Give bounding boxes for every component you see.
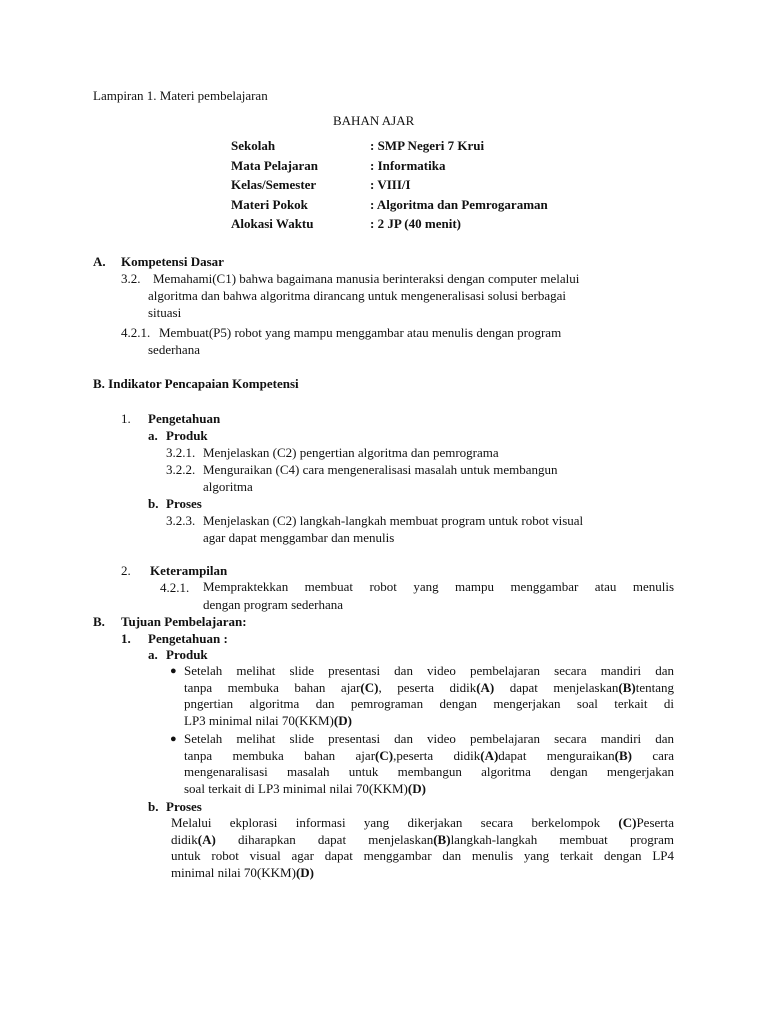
info-value-materi: : Algoritma dan Pemrogaraman bbox=[370, 197, 548, 212]
indicator-text-line: dengan program sederhana bbox=[203, 597, 344, 612]
document-title: BAHAN AJAR bbox=[333, 113, 415, 128]
info-value-mapel: : Informatika bbox=[370, 158, 446, 173]
subsection-title: Pengetahuan bbox=[148, 411, 221, 426]
proses-paragraph bbox=[171, 815, 674, 881]
kd-text-line: Membuat(P5) robot yang mampu menggambar atau menulis dengan program bbox=[159, 325, 562, 340]
info-label-materi: Materi Pokok bbox=[231, 197, 308, 212]
paragraph-line: tanpa membuka bahan ajar(C),peserta didik(A)dapat menguraikan(B) cara bbox=[184, 747, 675, 763]
kd-text-line: algoritma dan bahwa algoritma dirancang untuk mengeneralisasi solusi berbagai bbox=[148, 288, 567, 303]
indicator-num: 3.2.2. bbox=[166, 462, 196, 477]
indicator-text-line: agar dapat menggambar dan menulis bbox=[203, 530, 395, 545]
bullet-dot-icon: ● bbox=[170, 665, 177, 677]
paragraph-line: pngertian algoritma dan pemrograman dengan mengerjakan soal terkait di bbox=[184, 696, 674, 711]
indicator-num: 3.2.3. bbox=[166, 513, 196, 528]
info-label-mapel: Mata Pelajaran bbox=[231, 158, 319, 173]
paragraph-line: minimal nilai 70(KKM)(D) bbox=[171, 864, 314, 880]
subsection-title: Keterampilan bbox=[150, 563, 228, 578]
bullet-dot-icon: ● bbox=[170, 733, 177, 745]
info-value-alokasi: : 2 JP (40 menit) bbox=[370, 216, 461, 231]
subsection-num: 1. bbox=[121, 411, 131, 426]
section-tujuan-title: Tujuan Pembelajaran: bbox=[121, 614, 247, 629]
kd-text-line: sederhana bbox=[148, 342, 200, 357]
indicator-num: 3.2.1. bbox=[166, 445, 196, 460]
sub-letter: a. bbox=[148, 428, 158, 443]
sub-letter: b. bbox=[148, 799, 159, 814]
section-b-title: B. Indikator Pencapaian Kompetensi bbox=[93, 376, 299, 391]
sub-title: Proses bbox=[166, 496, 202, 511]
info-label-kelas: Kelas/Semester bbox=[231, 177, 317, 192]
paragraph-line: soal terkait di LP3 minimal nilai 70(KKM)(D) bbox=[184, 780, 426, 796]
sub-title: Produk bbox=[166, 428, 208, 443]
info-value-sekolah: : SMP Negeri 7 Krui bbox=[370, 138, 485, 153]
subsection-num: 2. bbox=[121, 563, 131, 578]
paragraph-line: untuk robot visual agar dapat menggambar dan menulis yang terkait dengan LP4 bbox=[171, 848, 674, 863]
indicator-text-line: Mempraktekkan membuat robot yang mampu menggambar atau menulis bbox=[203, 579, 674, 594]
bullet-paragraph bbox=[184, 663, 674, 729]
paragraph-line: mengenaralisasi masalah untuk membangun algoritma dengan mengerjakan bbox=[184, 764, 674, 779]
paragraph-line: didik(A) diharapkan dapat menjelaskan(B)langkah-langkah membuat program bbox=[171, 831, 674, 847]
indicator-text-line: algoritma bbox=[203, 479, 253, 494]
sub-title: Produk bbox=[166, 647, 208, 662]
indicator-num: 4.2.1. bbox=[160, 580, 190, 595]
lampiran-label: Lampiran 1. Materi pembelajaran bbox=[93, 88, 268, 103]
paragraph-line: Setelah melihat slide presentasi dan video pembelajaran secara mandiri dan bbox=[184, 731, 674, 746]
sub-letter: a. bbox=[148, 647, 158, 662]
subsection-title: Pengetahuan : bbox=[148, 631, 228, 646]
paragraph-line: LP3 minimal nilai 70(KKM)(D) bbox=[184, 712, 352, 728]
sub-letter: b. bbox=[148, 496, 159, 511]
paragraph-line: Setelah melihat slide presentasi dan video pembelajaran secara mandiri dan bbox=[184, 663, 674, 678]
info-value-kelas: : VIII/I bbox=[370, 177, 411, 192]
kd-text-line: situasi bbox=[148, 305, 182, 320]
section-tujuan-letter: B. bbox=[93, 614, 105, 629]
section-a-letter: A. bbox=[93, 254, 106, 269]
section-a-title: Kompetensi Dasar bbox=[121, 254, 224, 269]
kd-text-line: Memahami(C1) bahwa bagaimana manusia berinteraksi dengan computer melalui bbox=[153, 271, 580, 286]
paragraph-line: tanpa membuka bahan ajar(C), peserta didik(A) dapat menjelaskan(B)tentang bbox=[184, 679, 674, 695]
subsection-num: 1. bbox=[121, 631, 131, 646]
info-label-alokasi: Alokasi Waktu bbox=[231, 216, 314, 231]
sub-title: Proses bbox=[166, 799, 202, 814]
kd-num: 3.2. bbox=[121, 271, 141, 286]
indicator-text-line: Menjelaskan (C2) langkah-langkah membuat program untuk robot visual bbox=[203, 513, 584, 528]
info-label-sekolah: Sekolah bbox=[231, 138, 276, 153]
indicator-text-line: Menjelaskan (C2) pengertian algoritma dan pemrograma bbox=[203, 445, 499, 460]
bullet-paragraph bbox=[184, 731, 674, 797]
indicator-text-line: Menguraikan (C4) cara mengeneralisasi masalah untuk membangun bbox=[203, 462, 558, 477]
paragraph-line: Melalui ekplorasi informasi yang dikerjakan secara berkelompok (C)Peserta bbox=[171, 815, 674, 830]
kd-num: 4.2.1. bbox=[121, 325, 151, 340]
